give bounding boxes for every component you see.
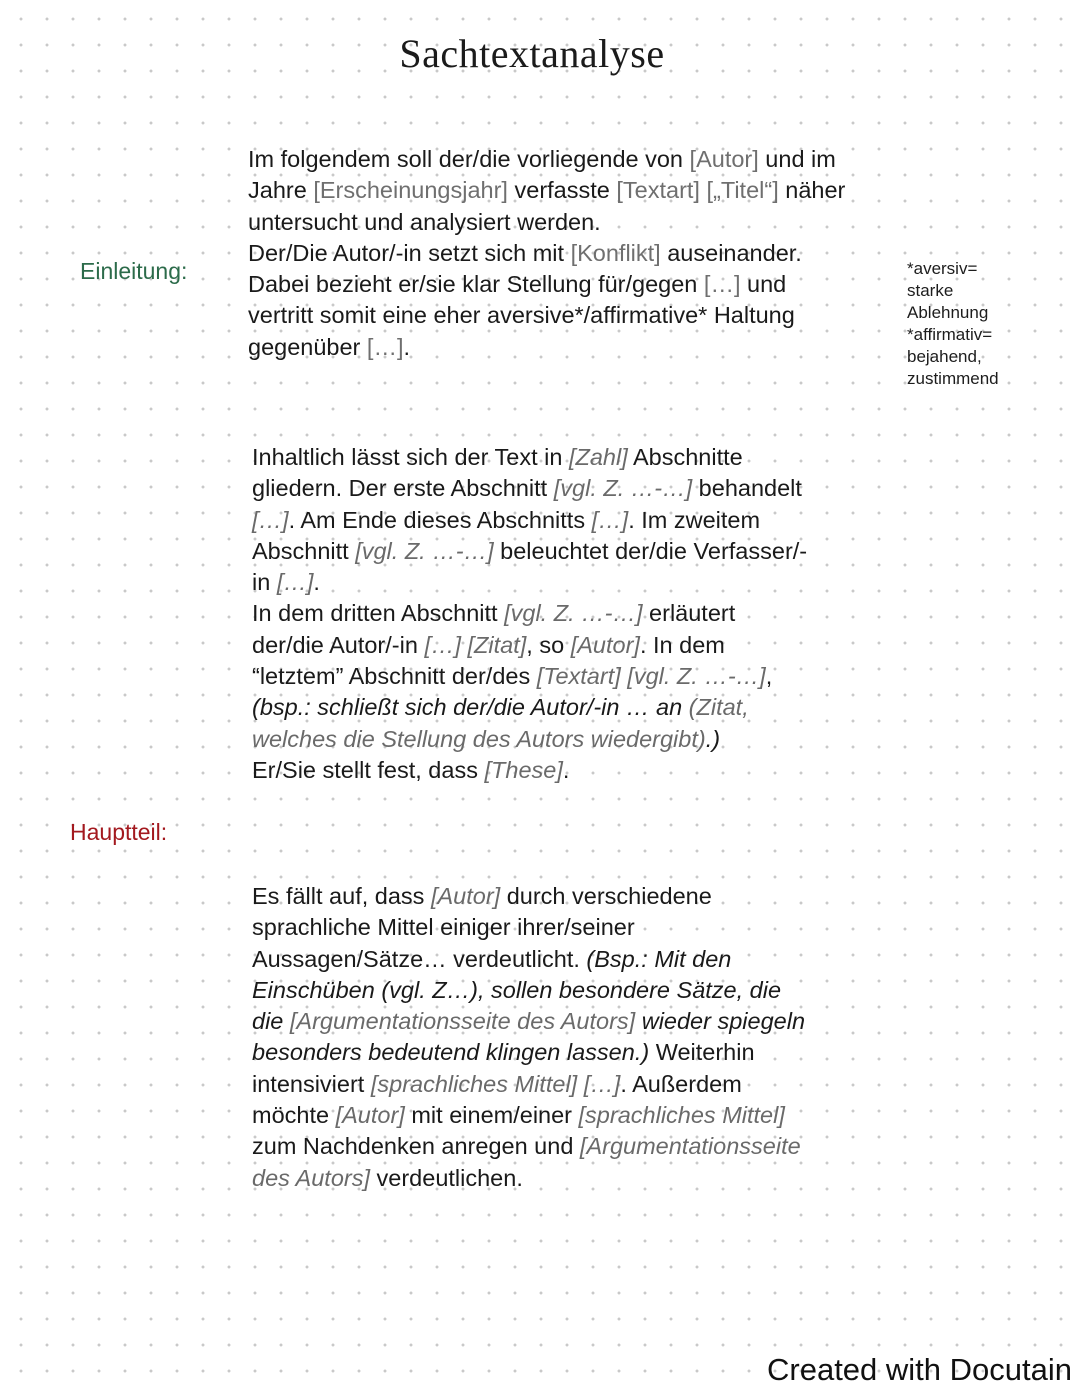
text-run: Inhaltlich lässt sich der Text in [252,444,569,470]
text-run: zum Nachdenken anregen und [252,1133,580,1160]
placeholder: [Argumentationsseite des Autors] [252,1133,801,1191]
placeholder: [Autor] [430,883,501,909]
placeholder: [Argumentationsseite des Autors] [289,1008,636,1035]
example-note: (Bsp.: Mit den Einschüben (vgl. Z…), sollen besondere Sätze, die die [252,945,782,1035]
text-run: verfasste [507,177,617,204]
text-run: Im folgendem soll der/die vorliegende von [248,146,690,172]
text-run: beleuchtet der/die Verfasser/-in [252,537,808,596]
text-run: und vertritt somit eine eher aversive*/affirmative* Haltung gegenüber [248,271,795,360]
side-note-line: *affirmativ= [907,325,993,344]
text-run: Weiterhin intensiviert [252,1039,755,1097]
text-run: durch verschiedene sprachliche Mittel einiger ihrer/seiner Aussagen/Sätze… verdeutlicht. [252,883,712,972]
side-note-line: Ablehnung [907,303,989,322]
example-note: wieder spiegeln besonders bedeutend klingen lassen.) [252,1008,806,1066]
text-run: mit einem/einer [404,1102,579,1129]
text-run: Abschnitte gliedern. Der erste Abschnitt [252,444,743,502]
text-run: erläutert der/die Autor/-in [252,600,736,658]
placeholder: […] [276,569,314,596]
placeholder: [vgl. Z. …-…] [355,537,494,564]
placeholder: […] [252,506,289,533]
text-run: . [562,756,570,783]
text-run: . Außerdem möchte [252,1070,742,1129]
placeholder: […] [703,271,741,298]
placeholder: [vgl. Z. …-…] [504,600,643,627]
placeholder: [sprachliches Mittel] [370,1070,578,1097]
side-note-line: bejahend, [907,347,982,366]
section-label-einleitung: Einleitung: [80,258,188,284]
text-run: Es fällt auf, dass [252,883,431,909]
main-paragraph-language [252,881,812,1194]
placeholder: [Konflikt] [570,239,661,266]
placeholder: […] [424,631,461,658]
page-title: Sachtextanalyse [399,31,665,76]
placeholder: [„Titel“] [706,177,779,204]
text-run: Er/Sie stellt fest, dass [252,756,485,783]
intro-paragraph [248,144,848,363]
text-run: , [765,663,773,690]
side-note-line: zustimmend [907,369,999,388]
text-run: verdeutlichen. [370,1164,523,1191]
main-paragraph-content [252,442,812,786]
text-run: auseinander. Dabei bezieht er/sie klar Stellung für/gegen [248,239,802,298]
placeholder: [Textart] [536,663,621,690]
placeholder: […] [591,506,629,533]
placeholder: [Erscheinungsjahr] [313,177,508,204]
example-note: .) [705,725,721,752]
placeholder: [Textart] [616,177,700,204]
side-note-line: starke [907,281,954,300]
section-label-hauptteil: Hauptteil: [70,819,168,845]
placeholder: [Autor] [570,631,640,658]
side-note [907,258,1057,390]
text-run: . [313,569,320,596]
placeholder: [These] [484,756,563,783]
text-run: . In dem “letztem” Abschnitt der/des [252,631,725,690]
placeholder: [Autor] [689,146,759,172]
placeholder: […] [583,1070,621,1097]
placeholder: [Zitat] [467,631,527,658]
footer-watermark: Created with Docutain [767,1352,1072,1387]
placeholder: […] [366,333,404,360]
placeholder: [Zahl] [568,444,628,470]
text-run: , so [526,631,571,658]
placeholder: (Zitat, welches die Stellung des Autors wiedergibt) [252,694,749,752]
placeholder: [Autor] [335,1102,405,1129]
text-run: näher untersucht und analysiert werden. [248,177,846,235]
text-run: In dem dritten Abschnitt [252,600,505,627]
side-note-line: *aversiv= [907,259,978,278]
placeholder: [vgl. Z. …-…] [553,475,693,502]
text-run: behandelt [692,475,802,502]
text-run: und im Jahre [248,146,836,204]
placeholder: [vgl. Z. …-…] [627,663,766,690]
text-run: Der/Die Autor/-in setzt sich mit [248,239,571,266]
placeholder: [sprachliches Mittel] [578,1102,785,1129]
example-note: (bsp.: schließt sich der/die Autor/-in … an [252,694,689,721]
text-run: . Im zweitem Abschnitt [252,506,761,564]
text-run: . Am Ende dieses Abschnitts [288,506,592,533]
text-run: . [403,333,411,360]
